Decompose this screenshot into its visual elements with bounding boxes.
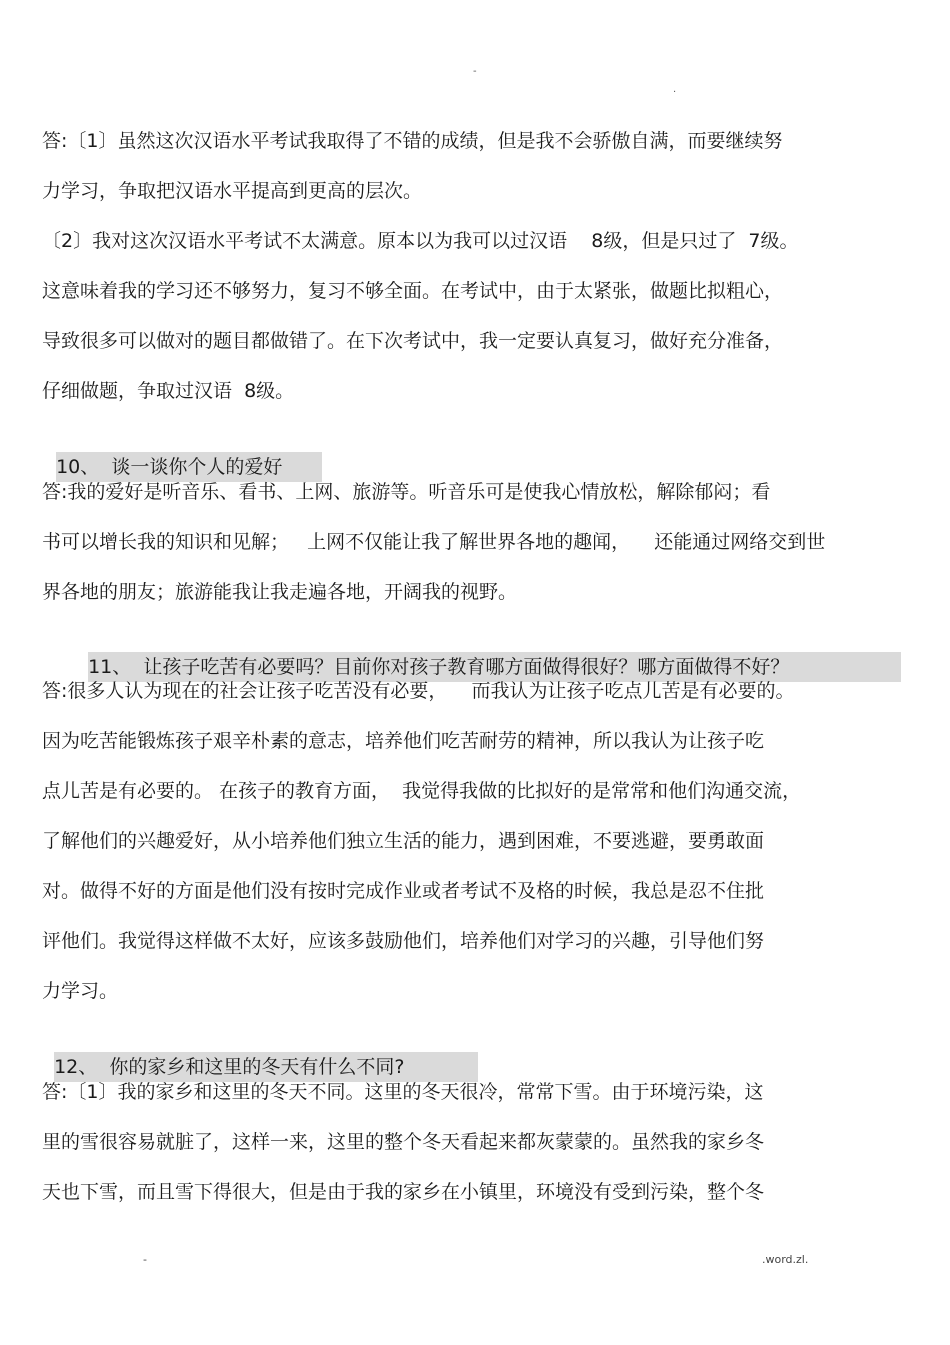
answer-line: 因为吃苦能锻炼孩子艰辛朴素的意志，培养他们吃苦耐劳的精神，所以我认为让孩子吃 [42, 730, 765, 752]
answer-line: 〔2〕我对这次汉语水平考试不太满意。原本以为我可以过汉语 8级，但是只过了 7级。 [42, 230, 799, 252]
answer-line: 答:很多人认为现在的社会让孩子吃苦没有必要， 而我认为让孩子吃点儿苦是有必要的。 [42, 680, 795, 702]
answer-line: 点儿苦是有必要的。 在孩子的教育方面， 我觉得我做的比拟好的是常常和他们沟通交流， [42, 780, 802, 802]
answer-line: 界各地的朋友；旅游能我让我走遍各地，开阔我的视野。 [42, 581, 518, 603]
header-mark-left: - [473, 66, 477, 77]
question-heading-10 [44, 426, 322, 482]
question-10-text: 10、 谈一谈你个人的爱好 [56, 452, 322, 482]
answer-line: 里的雪很容易就脏了，这样一来，这里的整个冬天看起来都灰蒙蒙的。虽然我的家乡冬 [42, 1131, 765, 1153]
answer-line: 答:〔1〕虽然这次汉语水平考试我取得了不错的成绩，但是我不会骄傲自满，而要继续努 [42, 130, 783, 152]
question-heading-11 [76, 626, 901, 682]
answer-line: 力学习，争取把汉语水平提高到更高的层次。 [42, 180, 423, 202]
answer-line: 了解他们的兴趣爱好，从小培养他们独立生活的能力，遇到困难，不要逃避，要勇敢面 [42, 830, 765, 852]
question-12-text: 12、 你的家乡和这里的冬天有什么不同? [54, 1052, 478, 1082]
answer-line: 力学习。 [42, 980, 119, 1002]
answer-line: 天也下雪，而且雪下得很大，但是由于我的家乡在小镇里，环境没有受到污染，整个冬 [42, 1181, 765, 1203]
footer-watermark: .word.zl. [762, 1253, 809, 1266]
question-heading-12 [42, 1026, 478, 1082]
answer-line: 答:〔1〕我的家乡和这里的冬天不同。这里的冬天很冷，常常下雪。由于环境污染，这 [42, 1081, 764, 1103]
question-11-text: 11、 让孩子吃苦有必要吗？目前你对孩子教育哪方面做得很好？哪方面做得不好？ [88, 652, 901, 682]
answer-line: 这意味着我的学习还不够努力，复习不够全面。在考试中，由于太紧张，做题比拟粗心， [42, 280, 784, 302]
footer-left-mark: - [143, 1253, 147, 1266]
answer-line: 答:我的爱好是听音乐、看书、上网、旅游等。听音乐可是使我心情放松，解除郁闷；看 [42, 481, 771, 503]
answer-line: 对。做得不好的方面是他们没有按时完成作业或者考试不及格的时候，我总是忍不住批 [42, 880, 765, 902]
answer-line: 仔细做题，争取过汉语 8级。 [42, 380, 295, 402]
answer-line: 评他们。我觉得这样做不太好，应该多鼓励他们，培养他们对学习的兴趣，引导他们努 [42, 930, 765, 952]
answer-line: 书可以增长我的知识和见解； 上网不仅能让我了解世界各地的趣闻， 还能通过网络交到世 [42, 531, 826, 553]
header-mark-right: . [673, 84, 677, 95]
answer-line: 导致很多可以做对的题目都做错了。在下次考试中，我一定要认真复习，做好充分准备， [42, 330, 784, 352]
